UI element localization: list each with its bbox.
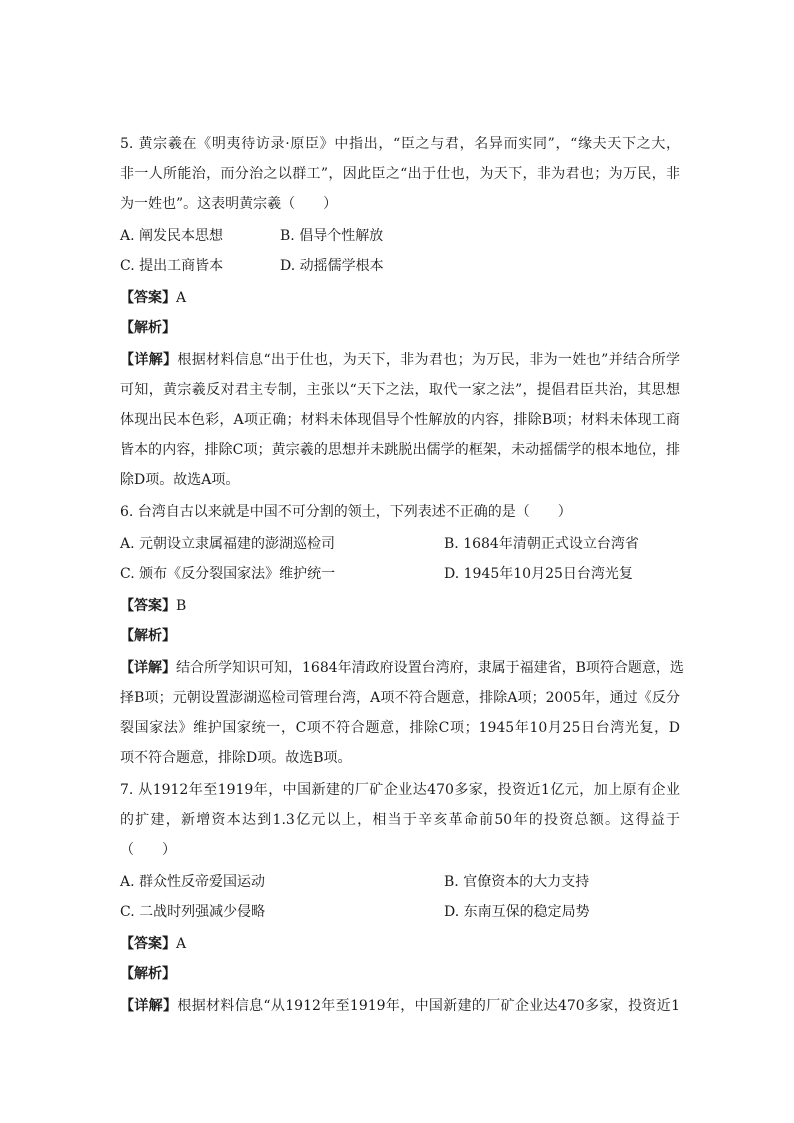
- q6-analysis-label: 【解析】: [120, 628, 176, 644]
- q5-detail-line-1: [120, 350, 680, 370]
- q7-stem-line-1: 7. 从1912年至1919年，中国新建的厂矿企业达470多家，投资近1亿元，加上原有企业: [120, 782, 680, 798]
- q7-option-d: D. 东南互保的稳定局势: [444, 904, 590, 920]
- detail-label: 【详解】: [120, 352, 178, 368]
- q7-stem-line-2: 的扩建，新增资本达到1.3亿元以上，相当于辛亥革命前50年的投资总额。这得益于: [120, 812, 680, 828]
- q6-detail-line-2: 择B项；元朝设置澎湖巡检司管理台湾，A项不符合题意，排除A项；2005年，通过《反分: [120, 690, 680, 706]
- answer-value: A: [176, 290, 187, 306]
- detail-label: 【详解】: [120, 660, 176, 676]
- q7-answer: [120, 934, 680, 954]
- q6-detail-line-1: [120, 658, 684, 678]
- q5-option-a: A. 阐发民本思想: [120, 228, 224, 244]
- q5-detail-line-4: 皆本的内容，排除C项；黄宗羲的思想并未跳脱出儒学的框架，未动摇儒学的根本地位，排: [120, 442, 680, 458]
- answer-label: 【答案】: [120, 936, 176, 952]
- q6-detail-line-4: 项不符合题意，排除D项。故选B项。: [120, 750, 352, 766]
- q7-stem-line-3: （ ）: [120, 842, 176, 858]
- q5-option-d: D. 动摇儒学根本: [280, 258, 384, 274]
- q7-option-c: C. 二战时列强减少侵略: [120, 904, 266, 920]
- q5-stem-line-1: 5. 黄宗羲在《明夷待访录·原臣》中指出，“臣之与君，名异而实同”，“缘夫天下之大，: [120, 136, 680, 152]
- q6-option-b: B. 1684年清朝正式设立台湾省: [444, 536, 639, 552]
- detail-label: 【详解】: [120, 998, 178, 1014]
- q5-detail-line-5: 除D项。故选A项。: [120, 472, 240, 488]
- q6-answer: [120, 596, 680, 616]
- q7-detail-line-1: [120, 996, 680, 1016]
- answer-label: 【答案】: [120, 598, 176, 614]
- q6-option-a: A. 元朝设立隶属福建的澎湖巡检司: [120, 536, 336, 552]
- q6-option-d: D. 1945年10月25日台湾光复: [444, 566, 633, 582]
- q5-answer: [120, 288, 680, 308]
- q7-option-b: B. 官僚资本的大力支持: [444, 874, 590, 890]
- q5-option-b: B. 倡导个性解放: [280, 228, 384, 244]
- q7-option-a: A. 群众性反帝爱国运动: [120, 874, 266, 890]
- q5-stem-line-2: 非一人所能治，而分治之以群工”，因此臣之“出于仕也，为天下，非为君也；为万民，非: [120, 166, 680, 182]
- answer-value: B: [176, 598, 187, 614]
- q5-option-c: C. 提出工商皆本: [120, 258, 224, 274]
- detail-text: 结合所学知识可知，1684年清政府设置台湾府，隶属于福建省，B项符合题意，选: [176, 660, 684, 676]
- q5-analysis-label: 【解析】: [120, 320, 176, 336]
- answer-label: 【答案】: [120, 290, 176, 306]
- detail-text: 根据材料信息“出于仕也，为天下，非为君也；为万民，非为一姓也”并结合所学: [177, 352, 681, 368]
- detail-text: 根据材料信息“从1912年至1919年，中国新建的厂矿企业达470多家，投资近1: [177, 998, 681, 1014]
- q5-stem-line-3: 为一姓也”。这表明黄宗羲（ ）: [120, 196, 338, 212]
- q5-detail-line-2: 可知，黄宗羲反对君主专制，主张以“天下之法，取代一家之法”，提倡君臣共治，其思想: [120, 382, 680, 398]
- q6-detail-line-3: 裂国家法》维护国家统一，C项不符合题意，排除C项；1945年10月25日台湾光复，D: [120, 720, 680, 736]
- q5-detail-line-3: 体现出民本色彩，A项正确；材料未体现倡导个性解放的内容，排除B项；材料未体现工商: [120, 412, 680, 428]
- q7-analysis-label: 【解析】: [120, 966, 176, 982]
- q6-stem-line-1: 6. 台湾自古以来就是中国不可分割的领土，下列表述不正确的是（ ）: [120, 504, 572, 520]
- answer-value: A: [176, 936, 187, 952]
- q6-option-c: C. 颁布《反分裂国家法》维护统一: [120, 566, 336, 582]
